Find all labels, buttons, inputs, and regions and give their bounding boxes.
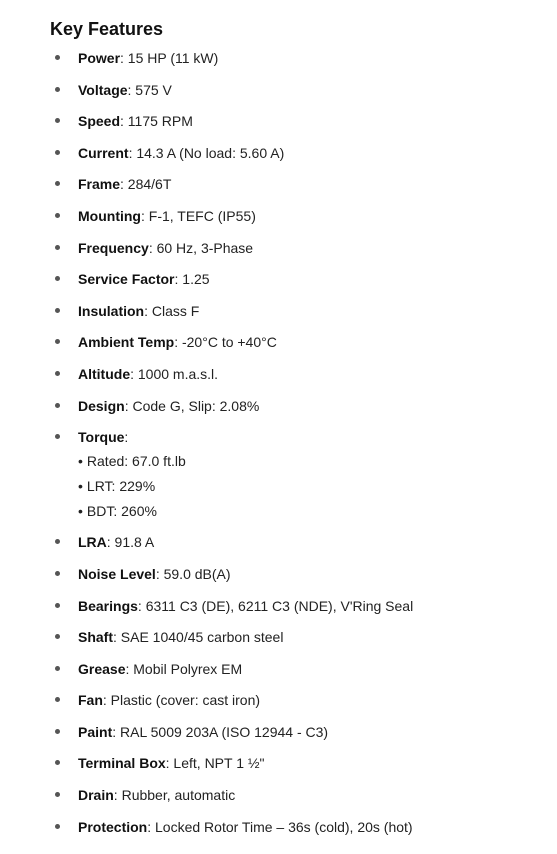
feature-key: Torque	[78, 429, 125, 446]
feature-key: Noise Level	[78, 565, 156, 582]
sub-list-item	[78, 501, 413, 521]
bullet-icon	[55, 571, 60, 576]
feature-key: Design	[78, 397, 125, 414]
feature-item-frame: Frame: 284/6T	[0, 174, 413, 194]
bullet-icon	[55, 434, 60, 439]
feature-key: Frame	[78, 176, 121, 193]
page-title: Key Features	[50, 19, 164, 39]
feature-value: 575 V	[131, 81, 172, 98]
feature-item-mounting: Mounting: F-1, TEFC (IP55)	[0, 206, 413, 226]
feature-item-voltage: Voltage: 575 V	[0, 80, 413, 100]
bullet-icon	[55, 760, 60, 765]
feature-key: LRA	[78, 534, 107, 551]
sub-item-text: Rated: 67.0 ft.lb	[86, 453, 186, 470]
feature-key: Bearings	[78, 597, 138, 614]
feature-key: Speed	[78, 113, 121, 130]
feature-value: Left, NPT 1 ½"	[169, 755, 265, 772]
feature-key: Paint	[78, 723, 113, 740]
bullet-icon	[55, 308, 60, 313]
bullet-icon	[55, 697, 60, 702]
feature-key: Altitude	[78, 365, 131, 382]
feature-value: 14.3 A (No load: 5.60 A)	[132, 144, 285, 161]
feature-key: Fan	[78, 692, 103, 709]
feature-value: Code G, Slip: 2.08%	[128, 397, 260, 414]
feature-value: -20°C to +40°C	[178, 334, 277, 351]
feature-key: Ambient Temp	[78, 334, 175, 351]
bullet-icon	[55, 181, 60, 186]
feature-key: Grease	[78, 660, 126, 677]
bullet-icon	[55, 87, 60, 92]
feature-item-torque: Torque: • Rated: 67.0 ft.lb • LRT: 229% • BDT: 260%	[0, 427, 413, 521]
feature-item-fan: Fan: Plastic (cover: cast iron)	[0, 690, 413, 710]
bullet-icon	[55, 371, 60, 376]
sub-list-item	[78, 476, 413, 496]
feature-item-frequency: Frequency: 60 Hz, 3-Phase	[0, 238, 413, 258]
bullet-icon	[55, 792, 60, 797]
feature-item-bearings: Bearings: 6311 C3 (DE), 6211 C3 (NDE), V'Ring Seal	[0, 596, 413, 616]
feature-item-altitude: Altitude: 1000 m.a.s.l.	[0, 364, 413, 384]
bullet-icon	[55, 118, 60, 123]
bullet-icon	[55, 603, 60, 608]
feature-key: Mounting	[78, 207, 141, 224]
feature-value: Locked Rotor Time – 36s (cold), 20s (hot)	[151, 818, 413, 835]
feature-key: Shaft	[78, 629, 113, 646]
feature-value: 1175 RPM	[123, 113, 193, 130]
feature-value: 6311 C3 (DE), 6211 C3 (NDE), V'Ring Seal	[141, 597, 414, 614]
feature-key: Current	[78, 144, 129, 161]
bullet-icon	[55, 824, 60, 829]
feature-item-design: Design: Code G, Slip: 2.08%	[0, 396, 413, 416]
feature-value: RAL 5009 203A (ISO 12944 - C3)	[116, 723, 329, 740]
feature-item-noise-level: Noise Level: 59.0 dB(A)	[0, 564, 413, 584]
bullet-icon	[55, 339, 60, 344]
sub-item-text: BDT: 260%	[86, 502, 157, 519]
feature-value: 60 Hz, 3-Phase	[152, 239, 254, 256]
feature-item-drain: Drain: Rubber, automatic	[0, 785, 413, 805]
feature-value: Plastic (cover: cast iron)	[106, 692, 261, 709]
feature-item-current: Current: 14.3 A (No load: 5.60 A)	[0, 143, 413, 163]
feature-item-power: Power: 15 HP (11 kW)	[0, 48, 413, 68]
feature-item-speed: Speed: 1175 RPM	[0, 111, 413, 131]
bullet-icon	[55, 150, 60, 155]
bullet-icon	[55, 729, 60, 734]
feature-value: 59.0 dB(A)	[159, 565, 231, 582]
feature-item-shaft: Shaft: SAE 1040/45 carbon steel	[0, 627, 413, 647]
feature-item-terminal-box: Terminal Box: Left, NPT 1 ½"	[0, 753, 413, 773]
feature-value: 1000 m.a.s.l.	[134, 365, 219, 382]
feature-list	[0, 48, 413, 848]
feature-value: 284/6T	[123, 176, 172, 193]
sub-item-text: LRT: 229%	[86, 477, 156, 494]
feature-value: 91.8 A	[110, 534, 155, 551]
feature-item-protection: Protection: Locked Rotor Time – 36s (cold), 20s (hot)	[0, 817, 413, 837]
sub-bullet-icon: •	[78, 453, 83, 470]
bullet-icon	[55, 666, 60, 671]
feature-key: Voltage	[78, 81, 128, 98]
feature-value: SAE 1040/45 carbon steel	[116, 629, 284, 646]
feature-key: Frequency	[78, 239, 149, 256]
feature-item-insulation: Insulation: Class F	[0, 301, 413, 321]
feature-value: 1.25	[178, 271, 210, 288]
feature-value: F-1, TEFC (IP55)	[144, 207, 256, 224]
feature-value: 15 HP (11 kW)	[123, 50, 219, 66]
feature-value: Rubber, automatic	[117, 787, 236, 804]
feature-key: Service Factor	[78, 271, 175, 288]
feature-key: Terminal Box	[78, 755, 166, 772]
bullet-icon	[55, 245, 60, 250]
feature-key: Protection	[78, 818, 148, 835]
feature-item-ambient-temp: Ambient Temp: -20°C to +40°C	[0, 332, 413, 352]
bullet-icon	[55, 634, 60, 639]
feature-key: Insulation	[78, 302, 145, 319]
bullet-icon	[55, 276, 60, 281]
feature-value: Mobil Polyrex EM	[129, 660, 243, 677]
bullet-icon	[55, 55, 60, 60]
feature-item-paint: Paint: RAL 5009 203A (ISO 12944 - C3)	[0, 722, 413, 742]
feature-item-service-factor: Service Factor: 1.25	[0, 269, 413, 289]
feature-item-lra: LRA: 91.8 A	[0, 532, 413, 552]
bullet-icon	[55, 539, 60, 544]
sub-list-item	[78, 451, 413, 471]
feature-item-grease: Grease: Mobil Polyrex EM	[0, 659, 413, 679]
feature-key: Drain	[78, 787, 114, 804]
feature-key: Power	[78, 50, 121, 66]
sub-bullet-icon: •	[78, 502, 83, 519]
sub-bullet-icon: •	[78, 477, 83, 494]
torque-sub-list	[78, 451, 413, 521]
feature-value: Class F	[148, 302, 200, 319]
bullet-icon	[55, 403, 60, 408]
bullet-icon	[55, 213, 60, 218]
